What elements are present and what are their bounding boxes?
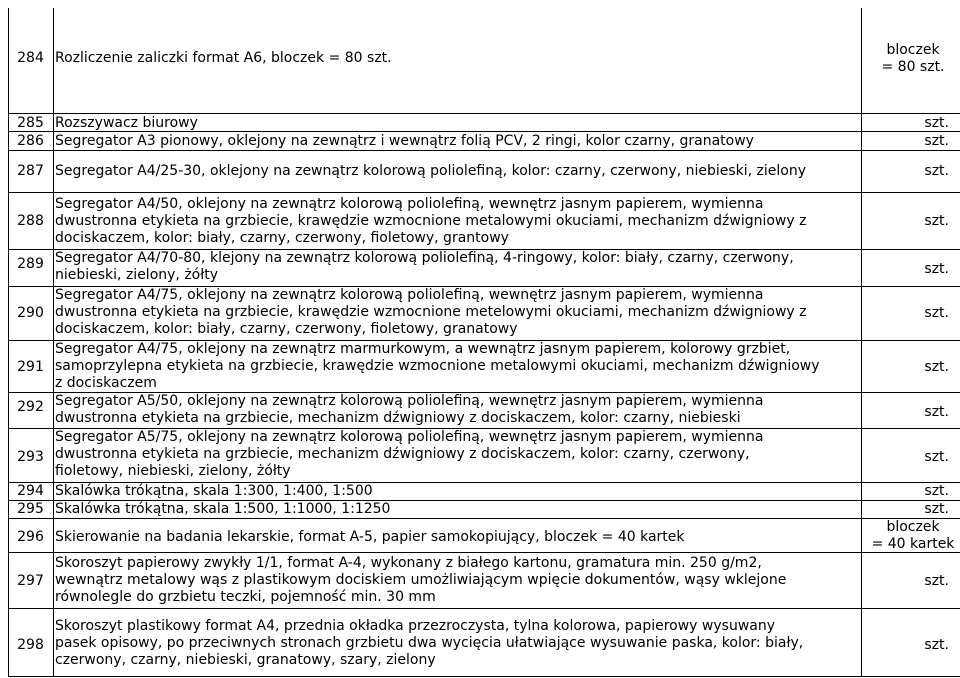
description-line: dwustronna etykieta na grzbiecie, mechanizm dźwigniowy z dociskaczem, kolor: czarny, czerwony, [55,446,750,462]
description-line: Skoroszyt papierowy zwykły 1/1, format A-4, wykonany z białego kartonu, gramatura min. 250 g/m2, [55,555,762,571]
row-number: 289 [17,256,44,272]
description-line: z dociskaczem [55,375,157,391]
row-unit: szt. [924,404,949,420]
row-description [55,393,855,427]
description-line: pasek opisowy, po przeciwnych stronach grzbietu dwa wycięcia ułatwiające wysuwanie paska, kolor: biały, [55,635,804,651]
description-line: wewnątrz metalowy wąs z plastikowym dociskiem umożliwiającym wpięcie dokumentów, wąsy wklejone [55,572,787,588]
price-table [8,8,960,677]
table-row [9,286,960,340]
row-number: 296 [17,529,44,545]
description-line: Segregator A5/50, oklejony na zewnątrz kolorową poliolefiną, wewnętrz jasnym papierem, wymienna [55,393,764,409]
table-row [9,150,960,192]
row-description: Skalówka trókątna, skala 1:500, 1:1000, 1:1250 [55,501,391,517]
table-row [9,500,960,518]
description-line: Segregator A4/50, oklejony na zewnątrz kolorową poliolefiną, wewnętrz jasnym papierem, wymienna [55,196,764,212]
row-description [55,250,855,284]
row-unit: szt. [924,449,949,465]
description-line: samoprzylepna etykieta na grzbiecie, krawędzie wzmocnione metalowymi okuciami, mechanizm dźwigniowy [55,358,820,374]
row-unit: szt. [924,305,949,321]
description-line: czerwony, czarny, niebieski, granatowy, szary, zielony [55,652,436,668]
row-unit: szt. [924,573,949,589]
table-row [9,518,960,552]
description-line: dwustronna etykieta na grzbiecie, mechanizm dźwigniowy z dociskaczem, kolor: czarny, niebieski [55,410,741,426]
description-line: fioletowy, niebieski, zielony, żółty [55,463,291,479]
row-unit: szt. [924,483,949,499]
row-unit: szt. [924,637,949,653]
row-description: Rozliczenie zaliczki format A6, bloczek = 80 szt. [55,50,392,66]
row-number: 293 [17,449,44,465]
description-line: równolegle do grzbietu teczki, pojemność min. 30 mm [55,589,436,605]
row-unit: szt. [924,213,949,229]
row-number: 286 [17,133,44,149]
description-line: Segregator A5/75, oklejony na zewnątrz kolorową poliolefiną, wewnętrz jasnym papierem, wymienna [55,429,764,445]
row-description: Skalówka trókątna, skala 1:300, 1:400, 1:500 [55,483,373,499]
row-number: 284 [17,50,44,66]
row-unit: szt. [924,261,949,277]
row-description [55,429,855,480]
row-description [55,287,855,338]
table-row [9,192,960,249]
table-row [9,249,960,286]
table-row [9,552,960,608]
row-number: 298 [17,637,44,653]
description-line: Segregator A4/70-80, klejony na zewnątrz kolorową poliolefiną, 4-ringowy, kolor: biały, czarny, czerwony, [55,250,794,266]
unit-line: = 40 kartek [871,536,955,552]
row-description: Rozszywacz biurowy [55,115,198,131]
unit-line: bloczek [886,519,940,535]
row-unit: szt. [924,163,949,179]
row-description [55,196,855,247]
row-number: 291 [17,359,44,375]
row-description: Segregator A3 pionowy, oklejony na zewnątrz i wewnątrz folią PCV, 2 ringi, kolor czarny, granatowy [55,133,754,149]
table-row [9,428,960,482]
row-description [55,618,855,669]
row-number: 294 [17,483,44,499]
table-row [9,482,960,500]
row-number: 297 [17,573,44,589]
row-description [55,341,855,392]
row-number: 288 [17,213,44,229]
row-number: 290 [17,305,44,321]
unit-line: bloczek [886,42,940,58]
table-row [9,608,960,676]
row-unit: szt. [924,501,949,517]
description-line: Segregator A4/75, oklejony na zewnątrz kolorową poliolefiną, wewnętrz jasnym papierem, wymienna [55,287,764,303]
table-row [9,131,960,150]
row-number: 295 [17,501,44,517]
row-unit: szt. [924,115,949,131]
description-line: niebieski, zielony, żółty [55,267,218,283]
description-line: dociskaczem, kolor: biały, czarny, czerwony, fioletowy, grantowy [55,230,509,246]
row-unit: szt. [924,133,949,149]
description-line: dwustronna etykieta na grzbiecie, krawędzie wzmocnione metalowymi okuciami, mechanizm dźwigniowy z [55,213,807,229]
row-unit [869,42,957,76]
row-description: Skierowanie na badania lekarskie, format A-5, papier samokopiujący, bloczek = 40 kartek [55,529,685,545]
row-number: 287 [17,163,44,179]
description-line: Skoroszyt plastikowy format A4, przednia okładka przezroczysta, tylna kolorowa, papierowy wysuwany [55,618,776,634]
table-row [9,340,960,392]
row-description [55,555,855,606]
row-unit: szt. [924,359,949,375]
unit-line: = 80 szt. [881,59,945,75]
row-number: 285 [17,115,44,131]
description-line: dwustronna etykieta na grzbiecie, krawędzie wzmocnione metelowymi okuciami, mechanizm dźwigniowy z [55,304,807,320]
description-line: dociskaczem, kolor: biały, czarny, czerwony, fioletowy, granatowy [55,321,518,337]
table-row [9,113,960,131]
table-row [9,8,960,113]
row-number: 292 [17,399,44,415]
description-line: Segregator A4/75, oklejony na zewnątrz marmurkowym, a wewnątrz jasnym papierem, kolorowy grzbiet, [55,341,791,357]
row-unit [869,519,957,553]
table-row [9,392,960,428]
row-description: Segregator A4/25-30, oklejony na zewnątrz kolorową poliolefiną, kolor: czarny, czerwony, niebieski, zielony [55,163,807,179]
